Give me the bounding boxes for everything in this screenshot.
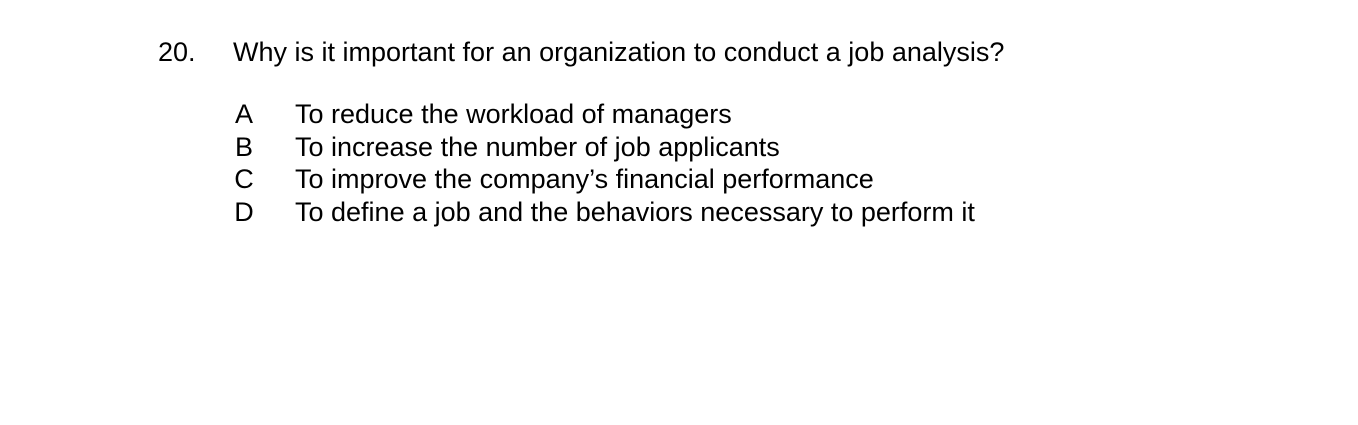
question-number: 20. bbox=[158, 37, 196, 67]
option-letter: B bbox=[234, 131, 253, 162]
option-text: To define a job and the behaviors necessary to perform it bbox=[295, 196, 975, 227]
option-text: To reduce the workload of managers bbox=[295, 99, 732, 129]
option-text: To improve the company’s financial performance bbox=[295, 164, 874, 194]
question-text: Why is it important for an organization to conduct a job analysis? bbox=[233, 37, 1005, 67]
option-text: To increase the number of job applicants bbox=[295, 131, 780, 162]
option-letter: C bbox=[234, 164, 254, 194]
option-letter: A bbox=[234, 99, 253, 129]
question-block bbox=[158, 34, 1308, 227]
option-letter: D bbox=[234, 196, 254, 227]
question-line bbox=[158, 34, 1308, 70]
